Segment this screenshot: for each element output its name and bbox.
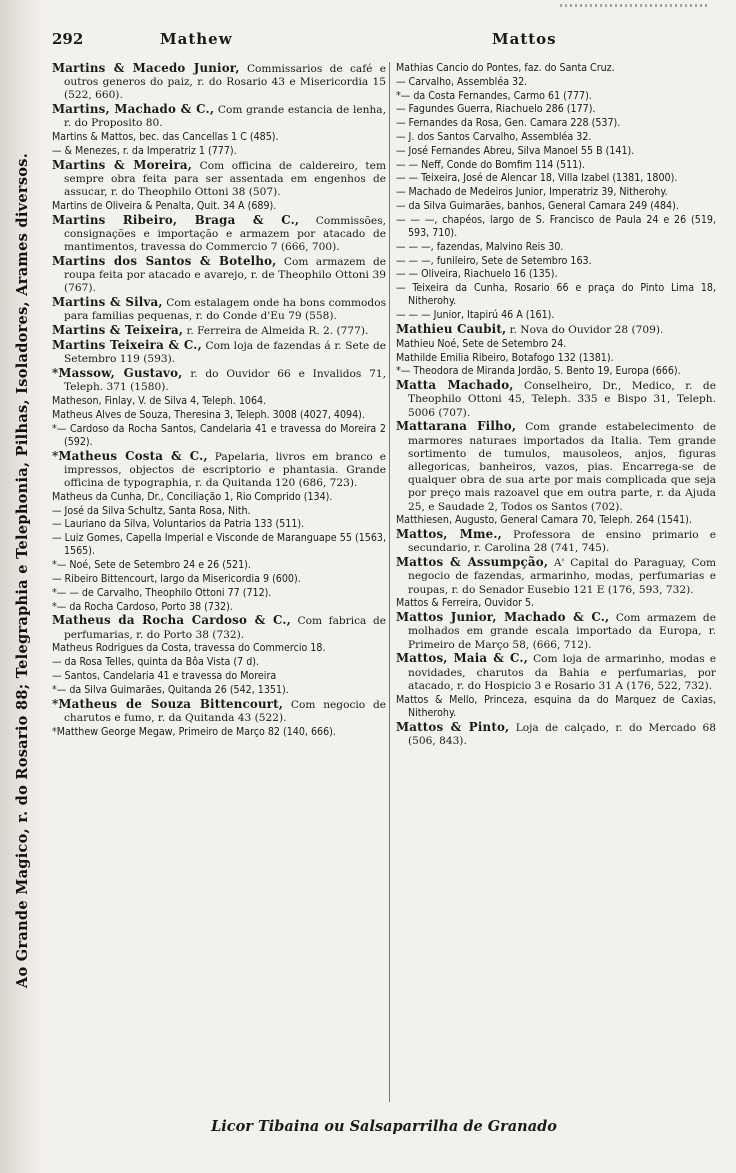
entry-details: *— Noé, Sete de Setembro 24 e 26 (521). <box>52 559 251 572</box>
directory-entry <box>52 423 386 449</box>
entry-details: Matheson, Finlay, V. de Silva 4, Teleph. 1064. <box>52 395 267 407</box>
directory-entry <box>396 338 716 351</box>
print-artifact <box>560 4 710 7</box>
directory-entry <box>52 159 386 200</box>
entry-details: — Fernandes da Rosa, Gen. Camara 228 (537). <box>396 117 621 130</box>
entry-details: Com loja de fazendas á r. Sete de Setembro 119 (593). <box>64 340 386 366</box>
entry-firm-name: Martins & Macedo Junior, <box>52 62 240 75</box>
entry-details: *— — de Carvalho, Theophilo Ottoni 77 (712). <box>52 586 272 599</box>
directory-entry <box>396 352 716 365</box>
directory-entry <box>396 597 716 610</box>
entry-firm-name: Martins & Teixeira, <box>52 323 184 338</box>
entry-details: Matheus Rodrigues da Costa, travessa do Commercio 18. <box>52 642 326 655</box>
directory-entry <box>396 159 716 172</box>
entry-details: — José da Silva Schultz, Santa Rosa, Nith. <box>52 504 251 517</box>
entry-details: Martins de Oliveira & Penalta, Quit. 34 A (689). <box>52 200 277 212</box>
directory-entry <box>396 420 716 513</box>
entry-details: — J. dos Santos Carvalho, Assembléa 32. <box>396 130 592 143</box>
entry-details: Mathias Cancio do Pontes, faz. do Santa Cruz. <box>396 62 615 74</box>
directory-entry <box>396 117 716 130</box>
directory-entry <box>396 323 716 337</box>
entry-details: Loja de calçado, r. do Mercado 68 (506, 843). <box>408 721 716 747</box>
entry-firm-name: Mathieu Caubit, <box>396 321 507 336</box>
entry-details: *— da Silva Guimarães, Quitanda 26 (542, 1351). <box>52 683 289 696</box>
directory-entry <box>396 255 716 268</box>
entry-firm-name: Mattos, Mme., <box>396 527 502 542</box>
directory-entry <box>52 200 386 213</box>
directory-entry <box>52 726 386 739</box>
directory-entry <box>52 698 386 725</box>
entry-firm-name: Martins dos Santos & Botelho, <box>52 254 277 268</box>
entry-details: — Santos, Candelaria 41 e travessa do Moreira <box>52 669 277 682</box>
directory-entry <box>52 409 386 422</box>
directory-entry <box>396 131 716 144</box>
entry-details: r. Ferreira de Almeida R. 2. (777). <box>183 325 369 338</box>
entry-details: Com grande estancia de lenha, r. do Proposito 80. <box>64 104 386 130</box>
directory-entry <box>396 90 716 103</box>
entry-details: Com grande estabelecimento de marmores naturaes importados da Italia. Tem grande sortimento de tumulos, mausoleos, anjos, figuras allegoricas, banheiros, vazos, pias. Encarrega-se de qualquer obra de sua arte por mais complicada que seja por preço mais razoavel que em outra parte, r. da Ajuda 25, e Saudade 2, Todos os Santos (702). <box>408 421 716 513</box>
entry-details: — Teixeira da Cunha, Rosario 66 e praça do Pinto Lima 18, Nitherohy. <box>396 282 716 308</box>
entry-details: — — —, chapéos, largo de S. Francisco de Paula 24 e 26 (519, 593, 710). <box>396 213 716 239</box>
entry-firm-name: *Matheus de Souza Bittencourt, <box>52 696 284 711</box>
directory-entry <box>396 611 716 652</box>
entry-details: Com fabrica de perfumarias, r. do Porto 38 (732). <box>64 615 386 641</box>
entry-details: — — Oliveira, Riachuelo 16 (135). <box>396 268 558 281</box>
directory-entry <box>396 309 716 322</box>
entry-details: *— Theodora de Miranda Jordão, S. Bento 19, Europa (666). <box>396 365 681 378</box>
entry-details: Mattos & Mello, Princeza, esquina da do Marquez de Caxias, Nitherohy. <box>396 693 716 719</box>
directory-entry <box>52 559 386 572</box>
entry-details: — da Rosa Telles, quinta da Bôa Vista (7 d). <box>52 656 259 669</box>
directory-entry <box>396 200 716 213</box>
entry-details: Matthiesen, Augusto, General Camara 70, Teleph. 264 (1541). <box>396 514 692 527</box>
entry-firm-name: Martins, Machado & C., <box>52 102 215 117</box>
directory-entry <box>52 62 386 103</box>
entry-details: Com officina de caldereiro, tem sempre obra feita para ser assentada em engenhos de assucar, r. do Theophilo Ottoni 38 (507). <box>64 159 386 199</box>
directory-entry <box>396 62 716 75</box>
entry-details: — Lauriano da Silva, Voluntarios da Patria 133 (511). <box>52 518 305 531</box>
directory-entry <box>52 587 386 600</box>
directory-entry <box>52 395 386 408</box>
entry-details: — Fagundes Guerra, Riachuelo 286 (177). <box>396 103 596 116</box>
entry-details: — — — Junior, Itapirú 46 A (161). <box>396 309 555 322</box>
entry-details: Commissões, consignações e importação e armazem por atacado de mantimentos, travessa do Commercio 7 (666, 700). <box>64 214 386 254</box>
directory-entry <box>52 339 386 366</box>
entry-details: Conselheiro, Dr., Medico, r. de Theophilo Ottoni 45, Teleph. 335 e Bispo 31, Teleph. 5006 (707). <box>408 380 716 419</box>
entry-details: — Machado de Medeiros Junior, Imperatriz 39, Nitherohy. <box>396 186 668 199</box>
running-head-left: Mathew <box>160 30 233 48</box>
directory-entry <box>396 556 716 597</box>
directory-entry <box>52 255 386 296</box>
entry-details: Com armazem de molhados em grande escala importado da Europa, r. Primeiro de Março 58, (666, 712). <box>408 612 716 651</box>
entry-details: — — —, fazendas, Malvino Reis 30. <box>396 240 564 253</box>
side-advertisement-text: Ao Grande Magico, r. do Rosario 88; Telegraphia e Telephonia, Pilhas, Isoladores, Arames diversos. <box>14 152 32 988</box>
entry-firm-name: Martins & Moreira, <box>52 157 193 172</box>
directory-entry <box>52 518 386 531</box>
entry-details: r. do Ouvidor 66 e Invalidos 71, Teleph. 371 (1580). <box>64 368 386 394</box>
entry-details: Matheus da Cunha, Dr., Conciliação 1, Rio Comprido (134). <box>52 490 333 503</box>
directory-entry <box>396 282 716 308</box>
directory-entry <box>52 601 386 614</box>
page-header <box>52 24 714 54</box>
directory-entry <box>52 450 386 491</box>
entry-firm-name: *Matheus Costa & C., <box>52 448 208 463</box>
entry-firm-name: Mattos Junior, Machado & C., <box>396 610 610 625</box>
directory-entry <box>52 214 386 255</box>
entry-firm-name: Martins Teixeira & C., <box>52 338 202 352</box>
directory-entry <box>52 145 386 158</box>
directory-entry <box>396 145 716 158</box>
entry-details: Com estalagem onde ha bons commodos para familias pequenas, r. do Conde d'Eu 79 (558). <box>64 297 386 323</box>
directory-entry <box>52 367 386 394</box>
side-advertisement <box>8 40 38 1100</box>
directory-entry <box>396 528 716 555</box>
directory-entry <box>396 379 716 420</box>
directory-entry <box>52 614 386 641</box>
entry-details: Professora de ensino primario e secundario, r. Carolina 28 (741, 745). <box>408 529 716 555</box>
entry-firm-name: Martins & Silva, <box>52 295 163 310</box>
page-number: 292 <box>52 30 84 48</box>
directory-entry <box>52 296 386 323</box>
directory-entry <box>396 268 716 281</box>
running-head-right: Mattos <box>492 30 557 48</box>
entry-firm-name: Matheus da Rocha Cardoso & C., <box>52 613 291 628</box>
entry-details: Mathieu Noé, Sete de Setembro 24. <box>396 337 567 350</box>
entry-details: — — —, funileiro, Sete de Setembro 163. <box>396 254 592 267</box>
left-column <box>52 62 386 1110</box>
entry-details: *— da Rocha Cardoso, Porto 38 (732). <box>52 600 233 613</box>
entry-details: — Luiz Gomes, Capella Imperial e Visconde de Maranguape 55 (1563, 1565). <box>52 532 386 558</box>
directory-entry <box>52 505 386 518</box>
directory-entry <box>52 670 386 683</box>
directory-entry <box>52 532 386 558</box>
column-divider <box>389 62 390 1102</box>
entry-details: — & Menezes, r. da Imperatriz 1 (777). <box>52 145 237 157</box>
entry-details: Martins & Mattos, bec. das Cancellas 1 C (485). <box>52 131 279 144</box>
directory-entry <box>396 652 716 693</box>
directory-entry <box>52 324 386 338</box>
directory-entry <box>396 103 716 116</box>
directory-entry <box>52 656 386 669</box>
entry-details: Mattos & Ferreira, Ouvidor 5. <box>396 597 535 610</box>
entry-details: *Matthew George Megaw, Primeiro de Março 82 (140, 666). <box>52 725 336 738</box>
entry-details: — — Teixeira, José de Alencar 18, Villa Izabel (1381, 1800). <box>396 172 678 185</box>
right-column <box>396 62 716 1110</box>
entry-details: — José Fernandes Abreu, Silva Manoel 55 B (141). <box>396 144 635 157</box>
entry-details: — — Neff, Conde do Bomfim 114 (511). <box>396 158 585 171</box>
entry-firm-name: Martins Ribeiro, Braga & C., <box>52 212 300 227</box>
entry-details: Com armazem de roupa feita por atacado e avarejo, r. de Theophilo Ottoni 39 (767). <box>64 256 386 295</box>
entry-details: A' Capital do Paraguay, Com negocio de fazendas, armarinho, modas, perfumarias e roupas, r. do Senador Eusebio 121 E (176, 593, 732). <box>408 557 716 596</box>
directory-entry <box>396 514 716 527</box>
directory-entry <box>396 241 716 254</box>
entry-details: *— Cardoso da Rocha Santos, Candelaria 41 e travessa do Moreira 2 (592). <box>52 422 386 448</box>
entry-details: — Carvalho, Assembléa 32. <box>396 75 528 88</box>
entry-details: Commissarios de café e outros generos do paiz, r. do Rosario 43 e Misericordia 15 (522, 660). <box>64 63 386 102</box>
directory-entry <box>396 186 716 199</box>
entry-firm-name: Mattarana Filho, <box>396 419 517 434</box>
directory-entry <box>396 694 716 720</box>
directory-entry <box>52 642 386 655</box>
directory-entry <box>396 76 716 89</box>
entry-firm-name: Mattos & Pinto, <box>396 719 510 734</box>
entry-details: Com loja de armarinho, modas e novidades, charutos da Bahia e perfumarias, por atacado, r. do Hospicio 3 e Rosario 31 A (176, 522, 732). <box>408 653 716 692</box>
entry-details: Mathilde Emilia Ribeiro, Botafogo 132 (1381). <box>396 351 614 364</box>
directory-entry <box>52 103 386 130</box>
footer-advertisement: Licor Tibaina ou Salsaparrilha de Granado <box>211 1118 557 1135</box>
directory-entry <box>52 131 386 144</box>
entry-firm-name: *Massow, Gustavo, <box>52 366 183 380</box>
entry-firm-name: Mattos, Maia & C., <box>396 651 529 666</box>
directory-entry <box>52 684 386 697</box>
entry-details: Matheus Alves de Souza, Theresina 3, Teleph. 3008 (4027, 4094). <box>52 408 365 421</box>
directory-entry <box>396 172 716 185</box>
directory-entry <box>396 721 716 748</box>
entry-details: r. Nova do Ouvidor 28 (709). <box>506 323 664 336</box>
entry-details: — Ribeiro Bittencourt, largo da Misericordia 9 (600). <box>52 572 301 585</box>
entry-details: — da Silva Guimarães, banhos, General Camara 249 (484). <box>396 199 679 212</box>
directory-entry <box>52 573 386 586</box>
entry-details: Papelaria, livros em branco e impressos, objectos de escriptorio e phantasia. Grande officina de typographia, r. da Quitanda 120 (686, 723). <box>64 450 386 489</box>
directory-entry <box>396 365 716 378</box>
entry-firm-name: Mattos & Assumpção, <box>396 555 549 570</box>
entry-firm-name: Matta Machado, <box>396 378 514 393</box>
directory-entry <box>396 214 716 240</box>
entry-details: *— da Costa Fernandes, Carmo 61 (777). <box>396 89 592 102</box>
entry-details: Com negocio de charutos e fumo, r. da Quitanda 43 (522). <box>64 698 386 724</box>
directory-entry <box>52 491 386 504</box>
